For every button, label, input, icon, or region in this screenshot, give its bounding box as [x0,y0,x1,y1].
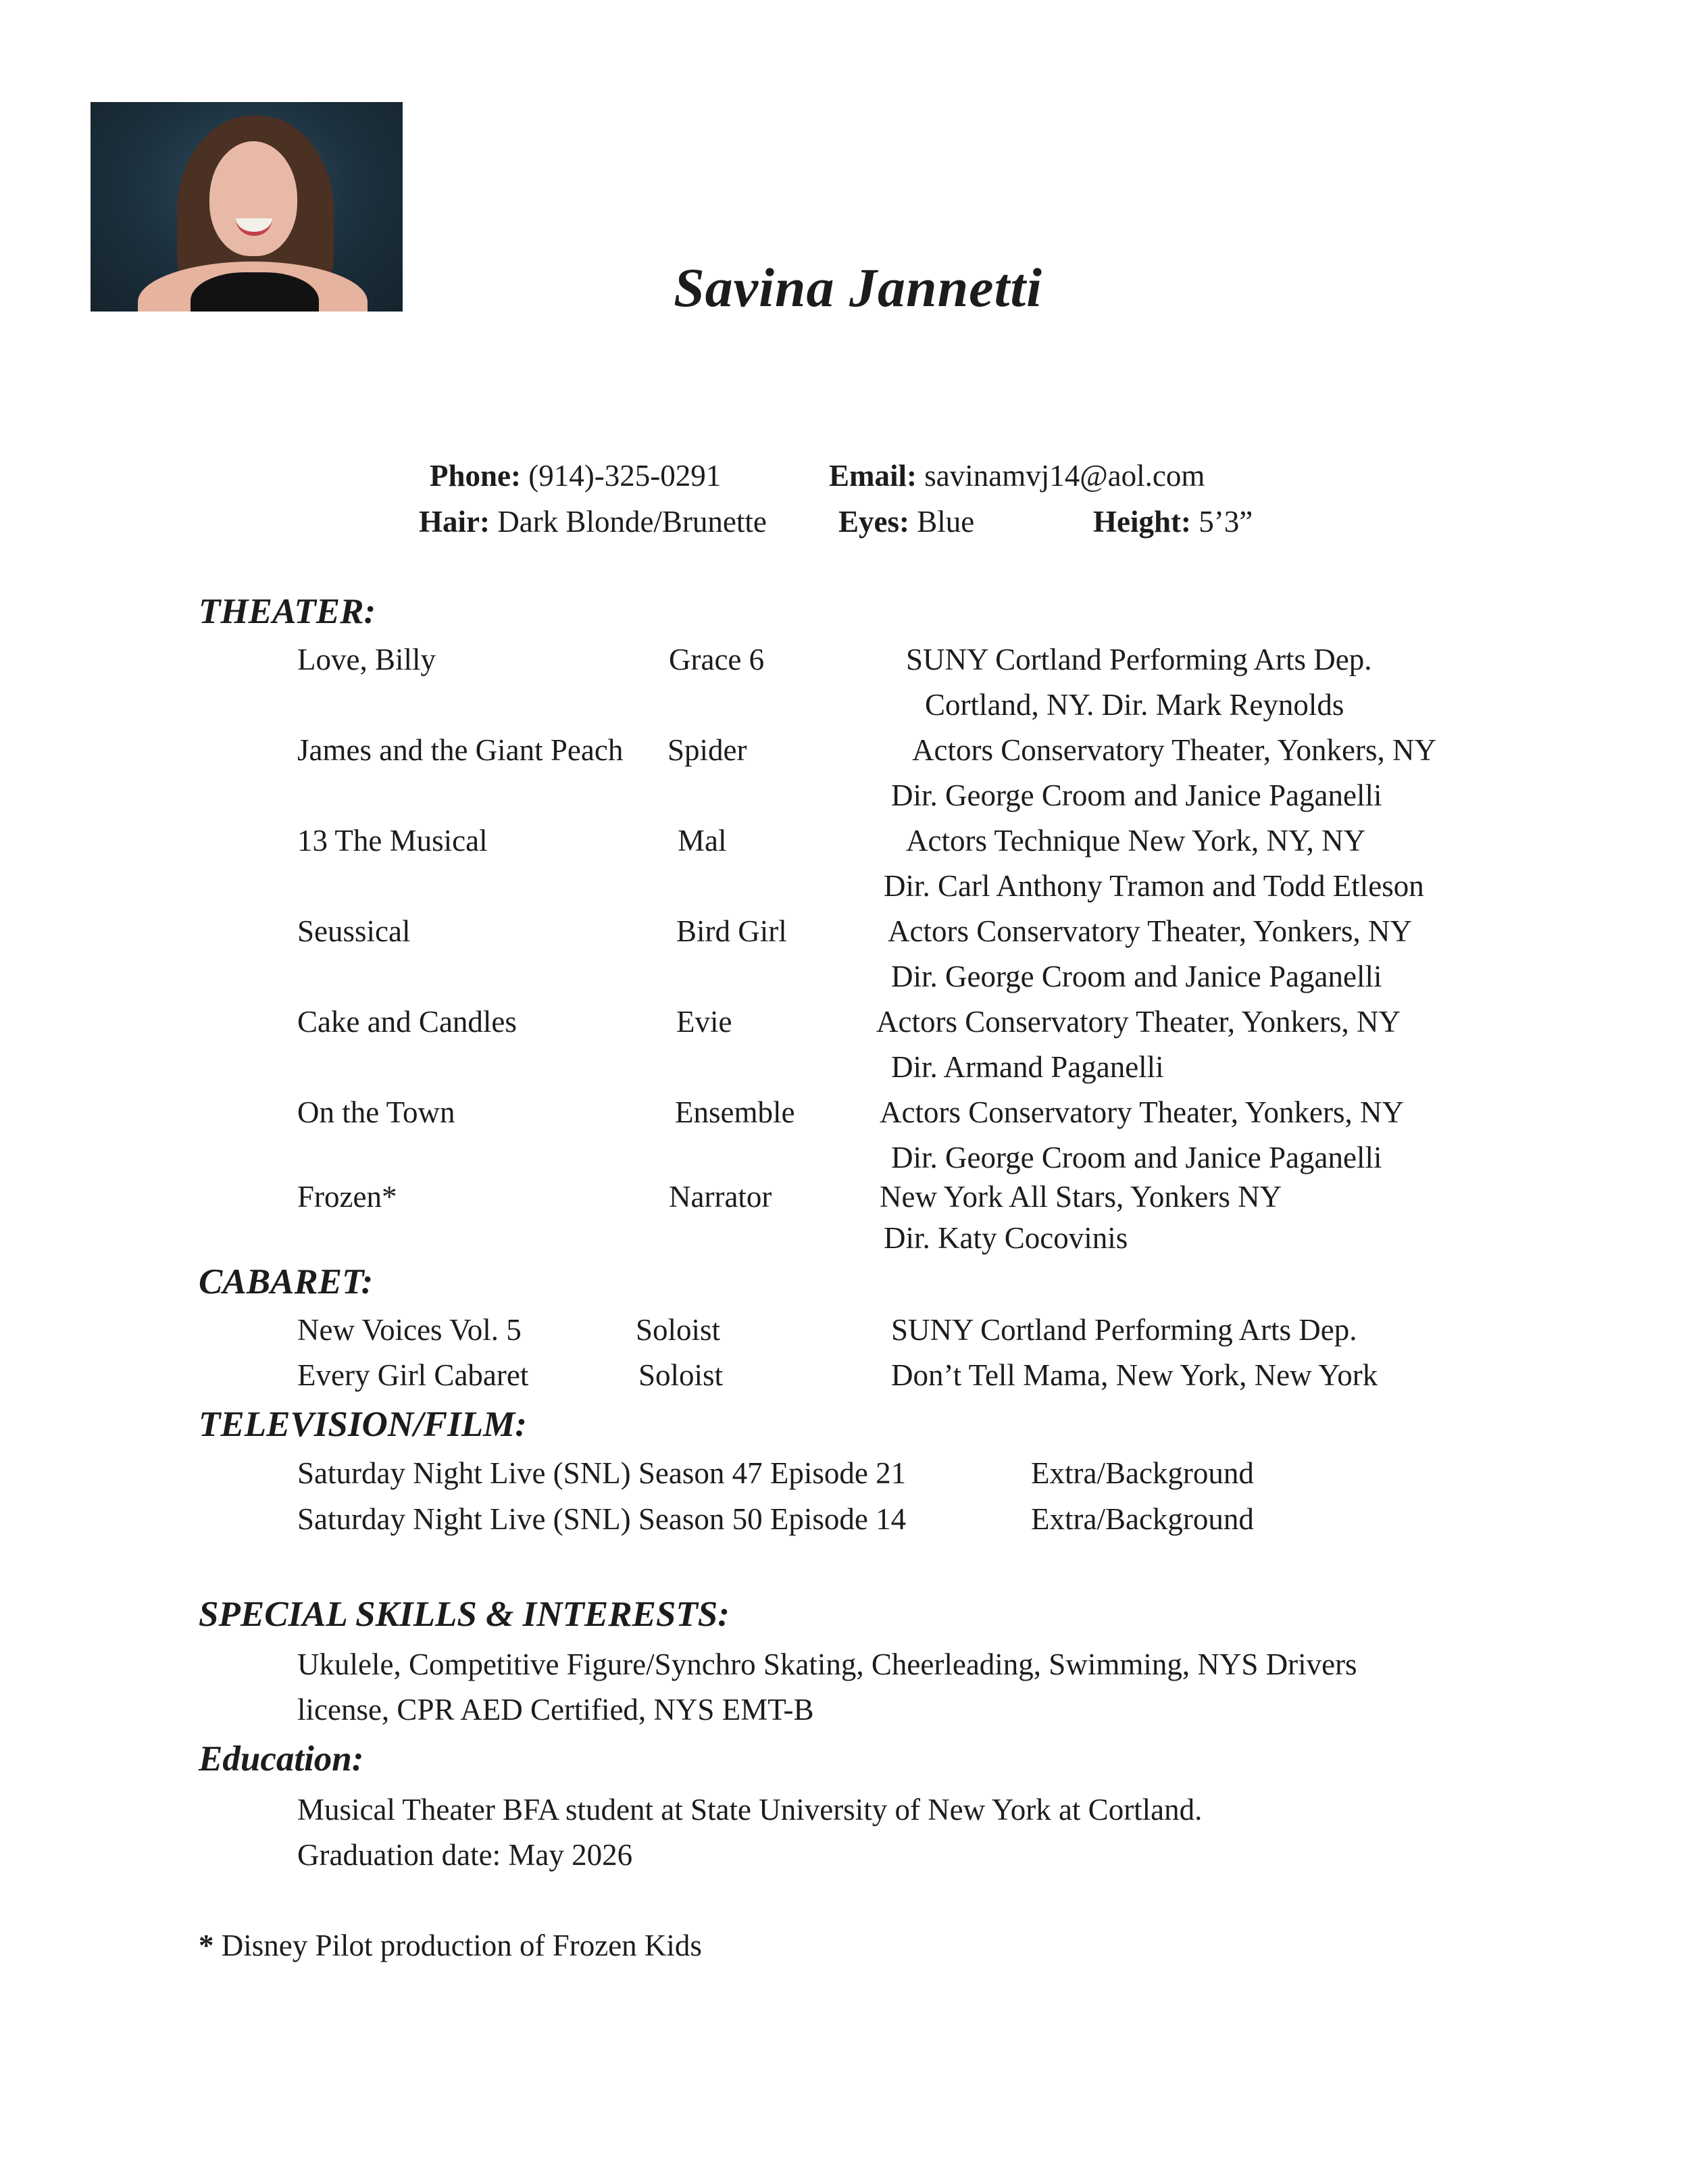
cabaret-heading: CABARET: [199,1262,374,1301]
footnote-marker: * [199,1929,214,1962]
phone-label: Phone: [430,459,521,493]
cabaret-show: New Voices Vol. 5 [297,1313,522,1347]
education-line: Graduation date: May 2026 [297,1838,633,1872]
hair-value: Dark Blonde/Brunette [497,505,767,539]
cabaret-show: Every Girl Cabaret [297,1358,529,1392]
cabaret-role: Soloist [636,1313,721,1347]
tv-show: Saturday Night Live (SNL) Season 47 Episode 21 [297,1456,907,1490]
education-line: Musical Theater BFA student at State University of New York at Cortland. [297,1793,1203,1827]
phone-value: (914)-325-0291 [528,459,722,493]
theater-show: On the Town [297,1095,455,1129]
tv-role: Extra/Background [1031,1502,1254,1536]
tv-show: Saturday Night Live (SNL) Season 50 Episode 14 [297,1502,907,1536]
theater-detail: Dir. Carl Anthony Tramon and Todd Etleson [884,869,1424,903]
theater-detail: Dir. George Croom and Janice Paganelli [891,1141,1382,1174]
theater-venue: Actors Conservatory Theater, Yonkers, NY [876,1005,1401,1039]
theater-show: Love, Billy [297,643,436,676]
theater-venue: Actors Conservatory Theater, Yonkers, NY [880,1095,1404,1129]
skills-line: Ukulele, Competitive Figure/Synchro Skating, Cheerleading, Swimming, NYS Drivers [297,1647,1357,1681]
tv-role: Extra/Background [1031,1456,1254,1490]
education-heading: Education: [199,1739,364,1779]
theater-role: Bird Girl [676,914,787,948]
theater-role: Spider [667,733,747,767]
theater-detail: Cortland, NY. Dir. Mark Reynolds [925,688,1344,722]
footnote-text: Disney Pilot production of Frozen Kids [213,1929,702,1962]
eyes-label: Eyes: [838,505,909,539]
theater-detail: Dir. Armand Paganelli [891,1050,1164,1084]
theater-show: Frozen* [297,1180,397,1214]
theater-detail: Dir. George Croom and Janice Paganelli [891,778,1382,812]
theater-venue: Actors Conservatory Theater, Yonkers, NY [888,914,1412,948]
height-value: 5’3” [1199,505,1253,539]
theater-show: Seussical [297,914,411,948]
email-label: Email: [829,459,917,493]
theater-detail: Dir. Katy Cocovinis [884,1221,1128,1255]
theater-role: Mal [678,824,727,858]
footnote [199,1931,702,1961]
eyes-line [838,507,974,537]
cabaret-venue: Don’t Tell Mama, New York, New York [891,1358,1378,1392]
skills-heading: SPECIAL SKILLS & INTERESTS: [199,1595,730,1634]
height-label: Height: [1093,505,1191,539]
theater-venue: New York All Stars, Yonkers NY [880,1180,1282,1214]
theater-heading: THEATER: [199,592,376,631]
height-line [1093,507,1253,537]
theater-role: Evie [676,1005,732,1039]
page-title: Savina Jannetti [674,257,1042,318]
eyes-value: Blue [917,505,975,539]
cabaret-venue: SUNY Cortland Performing Arts Dep. [891,1313,1357,1347]
hair-label: Hair: [419,505,490,539]
email-line [829,461,1205,491]
theater-show: James and the Giant Peach [297,733,624,767]
phone-line [430,461,721,491]
skills-line: license, CPR AED Certified, NYS EMT-B [297,1693,814,1727]
email-value: savinamvj14@aol.com [924,459,1205,493]
theater-venue: SUNY Cortland Performing Arts Dep. [906,643,1372,676]
theater-role: Narrator [669,1180,772,1214]
theater-role: Ensemble [675,1095,795,1129]
theater-venue: Actors Conservatory Theater, Yonkers, NY [912,733,1436,767]
theater-detail: Dir. George Croom and Janice Paganelli [891,960,1382,993]
cabaret-role: Soloist [638,1358,724,1392]
tv-heading: TELEVISION/FILM: [199,1405,527,1444]
theater-venue: Actors Technique New York, NY, NY [906,824,1366,858]
theater-show: Cake and Candles [297,1005,517,1039]
hair-line [419,507,767,537]
theater-role: Grace 6 [669,643,765,676]
theater-show: 13 The Musical [297,824,488,858]
photo-face [209,141,297,256]
